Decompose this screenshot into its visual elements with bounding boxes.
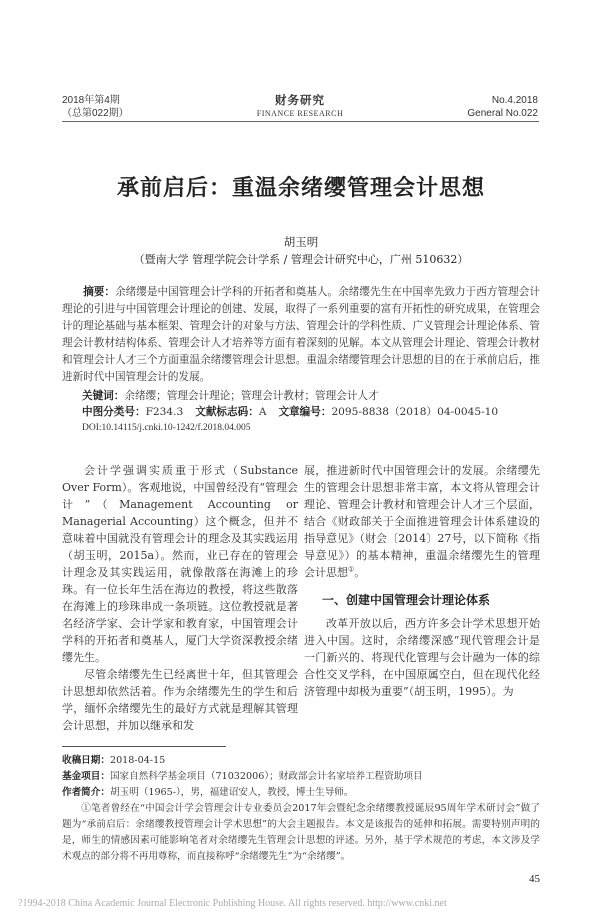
author: 胡玉明: [283, 235, 319, 249]
footnote-ref[interactable]: ①: [348, 565, 355, 574]
article-content: [18, 174, 540, 911]
body-text: 展，推进新时代中国管理会计的发展。余绪缨先生的管理会计思想非常丰富，本文将从管理会计理论、管理会计教材和管理会计人才三个层面，结合《财政部关于全面推进管理会计体系建设的指导意见》（财会〔2014〕27号，以下简称《指导意见》）的基本精神，重温余绪缨先生的管理会计思想: [304, 464, 540, 579]
keywords-text: 余绪缨；管理会计理论；管理会计教材；管理会计人才: [124, 390, 379, 402]
keywords: [62, 388, 540, 404]
abstract-text: 余绪缨是中国管理会计学科的开拓者和奠基人。余绪缨先生在中国率先致力于西方管理会计理论的引进与中国管理会计理论的创建、发展，取得了一系列重要的富有开拓性的研究成果，在管理会计的理论基础与基本框架、管理会计的对象与方法、管理会计的学科性质、广义管理会计理论体系、管理会计教材结构体系、管理会计人才培养等方面有着深刻的见解。本文从管理会计理论、管理会计教材和管理会计人才三个方面重温余绪缨管理会计思想。重温余绪缨管理会计思想的目的在于承前启后，推进新时代中国管理会计的发展。: [62, 286, 540, 383]
doc-code-label: 文献标志码：: [195, 406, 259, 418]
journal-name-en: FINANCE RESEARCH: [256, 109, 344, 118]
received-date: [62, 753, 540, 769]
classification: [62, 404, 540, 420]
body-paragraph: 尽管余绪缨先生已经离世十年，但其管理会计思想却依然活着。作为余绪缨先生的学生和后学，缅怀余绪缨先生的最好方式就是理解其管理会计思想，并加以继承和发: [62, 668, 298, 732]
bio-value: 胡玉明（1965-），男，福建诏安人，教授，博士生导师。: [109, 787, 354, 798]
page-number: 45: [529, 873, 540, 885]
article-number-label: 文章编号：: [278, 406, 332, 418]
keywords-label: 关键词：: [82, 390, 125, 402]
footnote-divider: [62, 746, 226, 747]
article-title: 承前启后：重温余绪缨管理会计思想: [116, 176, 485, 201]
footnotes: [62, 753, 540, 865]
copyright-notice: ?1994-2018 China Academic Journal Electronic Publishing House. All rights reserved. http://www.cnki.net: [18, 898, 447, 909]
doc-code-value: A: [258, 406, 267, 418]
body-paragraph: 会计学强调实质重于形式（Substance Over Form）。客观地说，中国曾经没有“管理会计”（Management Accounting or Managerial Accounting）这个概念，但并不意味着中国就没有管理会计的理念及其实践运用（胡玉明，2015a）。然而，业已存在的管理会计理念及其实践运用，就像散落在海滩上的珍珠。有一位长年生活在海边的教授，将这些散落在海滩上的珍珠串成一条项链。这位教授就是著名经济学家、会计学家和教育家，中国管理会计学科的开拓者和奠基人，厦门大学资深教授余绪缨先生。: [62, 464, 298, 664]
affiliation: （暨南大学 管理学院会计学系 / 管理会计研究中心，广州 510632）: [133, 253, 469, 266]
received-label: 收稿日期：: [62, 755, 110, 766]
received-value: 2018-04-15: [109, 755, 166, 766]
body-right-column: [304, 462, 540, 734]
clc-label: 中图分类号：: [82, 406, 146, 418]
bio-label: 作者简介：: [62, 787, 110, 798]
issue-info-en: [467, 94, 538, 120]
issue-number: 2018年第4期: [62, 95, 120, 106]
footnote: ①笔者曾经在“中国会计学会管理会计专业委员会2017年会暨纪念余绪缨教授诞辰95周年学术研讨会”做了题为“承前启后：余绪缨教授管理会计学术思想”的大会主题报告。本文是该报告的延伸和拓展。需要特别声明的是，师生的情感因素可能影响笔者对余绪缨先生管理会计思想的评述。另外，基于学术规范的考虑，本文涉及学术观点的部分将不再用尊称，而直接称呼“余绪缨先生”为“余绪缨”。: [62, 803, 540, 862]
article-number-value: 2095-8838（2018）04-0045-10: [331, 406, 499, 418]
total-issue: （总第022期）: [62, 108, 129, 119]
fund-info: [62, 769, 540, 785]
journal-name-cn: 财务研究: [275, 93, 325, 107]
general-number: General No.022: [467, 108, 538, 119]
clc-value: F234.3: [145, 406, 184, 418]
section-heading: 一、创建中国管理会计理论体系: [322, 593, 491, 607]
abstract: [62, 284, 540, 386]
fund-label: 基金项目：: [62, 771, 110, 782]
body-left-column: [62, 462, 298, 734]
body-columns: [62, 462, 540, 734]
body-paragraph: [304, 462, 540, 581]
header-divider: [62, 121, 539, 122]
author-bio: [62, 785, 540, 801]
abstract-label: 摘要：: [83, 286, 116, 298]
doi: DOI:10.14115/j.cnki.10-1242/f.2018.04.005: [82, 423, 251, 433]
body-text: 。: [354, 566, 366, 579]
body-paragraph: 改革开放以后，西方许多会计学术思想开始进入中国。这时，余绪缨深感“现代管理会计是一门新兴的、将现代化管理与会计融为一体的综合性交叉学科，在中国原属空白，但在现代化经济管理中却极为重要”（胡玉明，1995）。为: [304, 617, 540, 698]
issue-number-en: No.4.2018: [491, 95, 538, 106]
fund-value: 国家自然科学基金项目（71032006）；财政部会计名家培养工程资助项目: [109, 771, 423, 782]
